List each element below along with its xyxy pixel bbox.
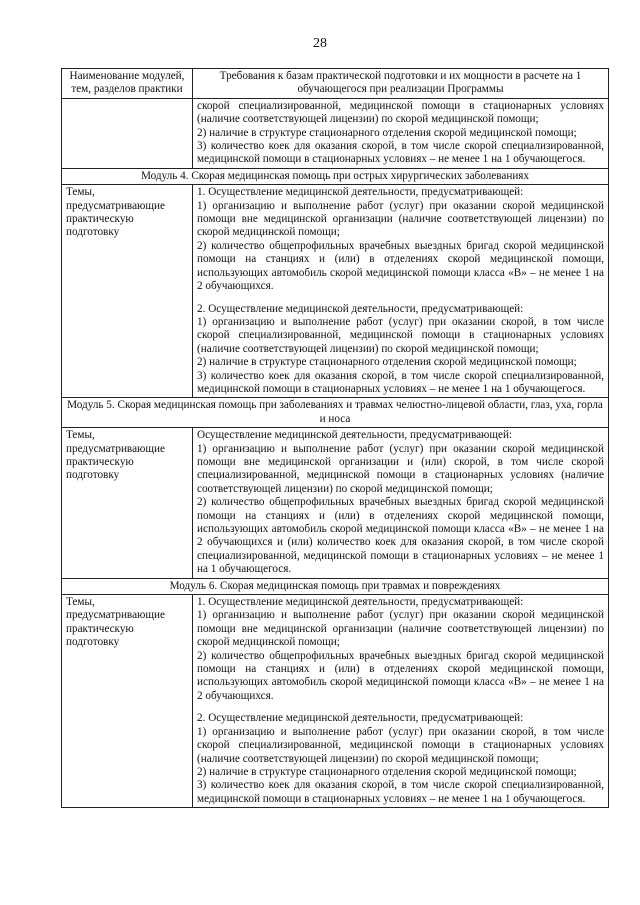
module-5-topics-label: Темы, предусматривающие практическую подготовку xyxy=(62,428,193,578)
table-header-row xyxy=(62,69,609,99)
requirement-line: 2) наличие в структуре стационарного отделения скорой медицинской помощи; xyxy=(197,126,577,139)
requirement-line: 2) количество общепрофильных врачебных выездных бригад скорой медицинской помощи на станциях и (или) в отделениях скорой медицинской помощи, использующих автомобиль скорой медицинской помощи класса «В» – не менее 1 на 2 обучающихся и (или) количество коек для оказания скорой, в том числе скорой специализированной, медицинской помощи в стационарных условиях – не менее 1 на 1 обучающегося. xyxy=(197,496,604,576)
requirement-line: 1) организацию и выполнение работ (услуг) при оказании скорой, в том числе скорой специализированной, медицинской помощи в стационарных условиях (наличие соответствующей лицензии) по скорой медицинской помощи; xyxy=(197,315,604,355)
requirement-line: 1) организацию и выполнение работ (услуг) при оказании скорой медицинской помощи вне медицинской организации (наличие соответствующей лицензии) по скорой медицинской помощи; xyxy=(197,609,604,649)
requirement-line: 1) организацию и выполнение работ (услуг) при оказании скорой, в том числе скорой специализированной, медицинской помощи в стационарных условиях (наличие соответствующей лицензии) по скорой медицинской помощи; xyxy=(197,725,604,765)
continuation-row xyxy=(62,98,609,168)
module-5-requirements-cell xyxy=(193,428,609,578)
module-4-title: Модуль 4. Скорая медицинская помощь при острых хирургических заболеваниях xyxy=(62,168,609,184)
requirements-block xyxy=(197,596,604,703)
module-6-title: Модуль 6. Скорая медицинская помощь при травмах и повреждениях xyxy=(62,578,609,594)
requirement-line: 3) количество коек для оказания скорой, в том числе скорой специализированной, медицинской помощи в стационарных условиях – не менее 1 на 1 обучающегося. xyxy=(197,779,604,805)
requirements-block xyxy=(197,303,604,397)
requirement-line: Осуществление медицинской деятельности, предусматривающей: xyxy=(197,429,513,442)
requirement-line: 2. Осуществление медицинской деятельности, предусматривающей: xyxy=(197,302,524,315)
requirements-block xyxy=(197,429,604,576)
requirement-line: скорой специализированной, медицинской помощи в стационарных условиях (наличие соответствующей лицензии) по скорой медицинской помощи; xyxy=(197,99,604,126)
continuation-requirements-cell xyxy=(193,98,609,168)
module-content-row xyxy=(62,595,609,808)
requirements-table xyxy=(61,68,609,808)
requirement-line: 3) количество коек для оказания скорой, в том числе скорой специализированной, медицинской помощи в стационарных условиях – не менее 1 на 1 обучающегося. xyxy=(197,140,604,166)
requirement-line: 3) количество коек для оказания скорой, в том числе скорой специализированной, медицинской помощи в стационарных условиях – не менее 1 на 1 обучающегося. xyxy=(197,369,604,395)
page-number: 28 xyxy=(313,36,327,51)
requirement-line: 1. Осуществление медицинской деятельности, предусматривающей: xyxy=(197,596,524,609)
module-title-row xyxy=(62,398,609,428)
module-6-requirements-cell xyxy=(193,595,609,808)
module-6-topics-label: Темы, предусматривающие практическую подготовку xyxy=(62,595,193,808)
module-5-title: Модуль 5. Скорая медицинская помощь при заболеваниях и травмах челюстно-лицевой области, глаз, уха, горла и носа xyxy=(62,398,609,428)
requirements-block xyxy=(197,186,604,293)
requirements-block xyxy=(197,712,604,806)
module-content-row xyxy=(62,185,609,398)
requirement-line: 2) количество общепрофильных врачебных выездных бригад скорой медицинской помощи на станциях и (или) в отделениях скорой медицинской помощи, использующих автомобиль скорой медицинской помощи класса «В» – не менее 1 на 2 обучающихся. xyxy=(197,239,604,293)
requirement-line: 2) наличие в структуре стационарного отделения скорой медицинской помощи; xyxy=(197,765,577,778)
module-4-requirements-cell xyxy=(193,185,609,398)
requirement-line: 2) наличие в структуре стационарного отделения скорой медицинской помощи; xyxy=(197,356,577,369)
requirement-line: 1. Осуществление медицинской деятельности, предусматривающей: xyxy=(197,186,524,199)
header-col-requirements: Требования к базам практической подготовки и их мощности в расчете на 1 обучающегося при реализации Программы xyxy=(193,69,609,99)
requirements-block xyxy=(197,100,604,167)
header-col-modules: Наименование модулей, тем, разделов практики xyxy=(62,69,193,99)
module-content-row xyxy=(62,428,609,578)
requirement-line: 1) организацию и выполнение работ (услуг) при оказании скорой медицинской помощи вне медицинской организации (наличие соответствующей лицензии) по скорой медицинской помощи; xyxy=(197,199,604,239)
requirement-line: 1) организацию и выполнение работ (услуг) при оказании скорой медицинской помощи вне медицинской организации и (или) скорой, в том числе скорой специализированной, медицинской помощи в стационарных условиях (наличие соответствующей лицензии) по скорой медицинской помощи; xyxy=(197,442,604,495)
module-title-row xyxy=(62,578,609,594)
module-4-topics-label: Темы, предусматривающие практическую подготовку xyxy=(62,185,193,398)
module-title-row xyxy=(62,168,609,184)
requirement-line: 2. Осуществление медицинской деятельности, предусматривающей: xyxy=(197,712,524,725)
requirement-line: 2) количество общепрофильных врачебных выездных бригад скорой медицинской помощи на станциях и (или) в отделениях скорой медицинской помощи, использующих автомобиль скорой медицинской помощи класса «В» – не менее 1 на 2 обучающихся. xyxy=(197,649,604,702)
continuation-empty-cell xyxy=(62,98,193,168)
